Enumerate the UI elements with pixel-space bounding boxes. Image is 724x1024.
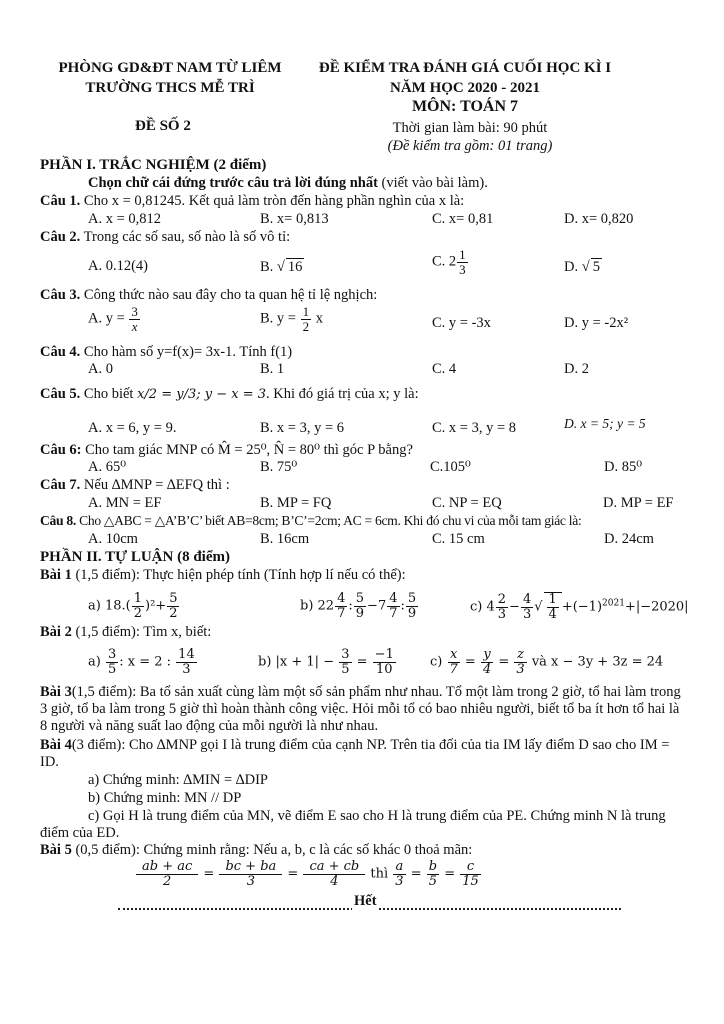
exercise-4: Bài 4(3 điểm): Cho ∆MNP gọi I là trung điểm của cạnh NP. Trên tia đối của tia IM lấy điểm D sao cho IM = ID. [40, 737, 670, 770]
page-count: (Đề kiểm tra gồm: 01 trang) [387, 138, 553, 154]
q5-option-c: C. x = 3, y = 8 [432, 420, 517, 436]
exercise-3: Bài 3(1,5 điểm): Ba tổ sản xuất cùng làm một số sản phẩm như nhau. Tổ một làm trong 2 giờ, tổ hai làm trong 3 giờ, tổ ba làm trong 5 giờ thì hoàn thành công việc. Hỏi mỗi tổ có bao nhiêu người, biết tổ ba ít hơn tổ hai là 8 người và năng suất lao động của mỗi người là như nhau. [40, 684, 681, 734]
exercise-2b: b) |x + 1| − $\frac{3}{5}$ = $\frac{-1}{10}$ [258, 647, 394, 677]
q4-option-a: A. 0 [88, 361, 113, 377]
q1-option-a: A. x = 0,812 [88, 211, 162, 227]
q2-option-a: A. 0.12(4) [88, 258, 149, 274]
q6-option-d: D. 85⁰ [604, 459, 643, 475]
exercise-2: Bài 2 (1,5 điểm): Tìm x, biết: [40, 624, 212, 640]
exercise-1b: b) 22 $\frac{4}{7}$ : $\frac{5}{9}$ −7 $\frac{4}{7}$ : $\frac{5}{9}$ [300, 591, 417, 621]
school-year: NĂM HỌC 2020 - 2021 [390, 80, 540, 96]
part1-instruction: Chọn chữ cái đứng trước câu trả lời đúng nhất (viết vào bài làm). [88, 175, 488, 191]
question-7: Câu 7. Nếu ∆MNP = ∆EFQ thì : [40, 477, 230, 493]
exercise-2c: c) $\frac{x}{7}$ = $\frac{y}{4}$ = $\frac{z}{3}$ và x − 3y + 3z = 24 [430, 647, 664, 677]
q8-option-b: B. 16cm [260, 531, 310, 547]
exam-code: ĐỀ SỐ 2 [135, 118, 191, 134]
q6-option-a: A. 65⁰ [88, 459, 127, 475]
exercise-2a: a) $\frac{3}{5}$ : x = 2 : $\frac{14}{3}$ [88, 647, 195, 677]
q7-option-c: C. NP = EQ [432, 495, 502, 511]
question-2: Câu 2. Trong các số sau, số nào là số vô tỉ: [40, 229, 291, 245]
subject: MÔN: TOÁN 7 [411, 98, 519, 115]
exercise-5: Bài 5 (0,5 điểm): Chứng minh rằng: Nếu a, b, c là các số khác 0 thoả mãn: [40, 842, 473, 858]
question-8: Câu 8. Cho △ABC = △A’B’C’ biết AB=8cm; B’C’=2cm; AC = 6cm. Khi đó chu vi của mỗi tam giác là: [40, 513, 582, 528]
time-limit: Thời gian làm bài: 90 phút [392, 120, 548, 136]
q5-option-a: A. x = 6, y = 9. [88, 420, 177, 436]
q7-option-a: A. MN = EF [88, 495, 162, 511]
q3-option-b: B. y = $\frac{1}{2}$ x [260, 304, 323, 334]
question-5: Câu 5. Cho biết x/2 = y/3; y − x = 3. Khi đó giá trị của x; y là: [40, 386, 419, 402]
q6-option-c: C.105⁰ [430, 459, 471, 475]
q4-option-b: B. 1 [260, 361, 285, 377]
part1-title: PHẦN I. TRẮC NGHIỆM (2 điểm) [40, 157, 267, 173]
exam-title: ĐỀ KIỂM TRA ĐÁNH GIÁ CUỐI HỌC KÌ I [318, 60, 612, 76]
q2-option-b: B. √ 16 [260, 259, 303, 275]
question-4: Câu 4. Cho hàm số y=f(x)= 3x-1. Tính f(1) [40, 344, 293, 360]
q3-option-d: D. y = -2x² [564, 315, 629, 331]
question-1: Câu 1. Cho x = 0,81245. Kết quả làm tròn đến hàng phần nghìn của x là: [40, 193, 465, 209]
q5-option-d: D. x = 5; y = 5 [564, 416, 646, 431]
question-6: Câu 6: Cho tam giác MNP có M̂ = 25⁰, N̂ = 80⁰ thì góc P bằng? [40, 442, 413, 458]
q1-option-d: D. x= 0,820 [564, 211, 634, 227]
exercise-5-equation: $\frac{ab + ac}{2}$ = $\frac{bc + ba}{3}$ = $\frac{ca + cb}{4}$ thì $\frac{a}{3}$ = $\frac{b}{5}$ = $\frac{c}{15}$ [135, 860, 482, 888]
exercise-1: Bài 1 (1,5 điểm): Thực hiện phép tính (Tính hợp lí nếu có thể): [40, 567, 406, 583]
q1-option-b: B. x= 0,813 [260, 211, 329, 227]
q8-option-c: C. 15 cm [432, 531, 485, 547]
part2-title: PHẦN II. TỰ LUẬN (8 điểm) [40, 549, 230, 565]
q2-option-c: C. 2 $\frac{1}{3}$ [432, 247, 466, 277]
exercise-4a: a) Chứng minh: ∆MIN = ∆DIP [88, 772, 268, 788]
question-3: Câu 3. Công thức nào sau đây cho ta quan hệ tỉ lệ nghịch: [40, 287, 378, 303]
exercise-1a: a) 18.( $\frac{1}{2}$ )²+ $\frac{5}{2}$ [88, 591, 178, 621]
school-name: TRƯỜNG THCS MỄ TRÌ [85, 80, 255, 96]
exercise-4c: c) Gọi H là trung điểm của MN, vẽ điểm E sao cho H là trung điểm của PE. Chứng minh N là trung điểm của ED. [40, 808, 666, 841]
q3-option-a: A. y = $\frac{3}{x}$ [88, 304, 138, 334]
q7-option-d: D. MP = EF [603, 495, 674, 511]
exercise-4b: b) Chứng minh: MN // DP [88, 790, 242, 806]
q7-option-b: B. MP = FQ [260, 495, 332, 511]
q6-option-b: B. 75⁰ [260, 459, 298, 475]
q1-option-c: C. x= 0,81 [432, 211, 494, 227]
exercise-1c: c) 4 $\frac{2}{3}$ − $\frac{4}{3}$ √ $\frac{1}{4}$ $+(-1)^{2021}+|-2020|$ [470, 592, 689, 622]
q4-option-c: C. 4 [432, 361, 457, 377]
q2-option-d: D. √ 5 [564, 259, 600, 275]
q8-option-a: A. 10cm [88, 531, 138, 547]
department-name: PHÒNG GD&ĐT NAM TỪ LIÊM [58, 60, 282, 76]
q8-option-d: D. 24cm [604, 531, 654, 547]
q4-option-d: D. 2 [564, 361, 589, 377]
end-label: Hết [354, 893, 377, 909]
q3-option-c: C. y = -3x [432, 315, 491, 331]
q5-option-b: B. x = 3, y = 6 [260, 420, 345, 436]
